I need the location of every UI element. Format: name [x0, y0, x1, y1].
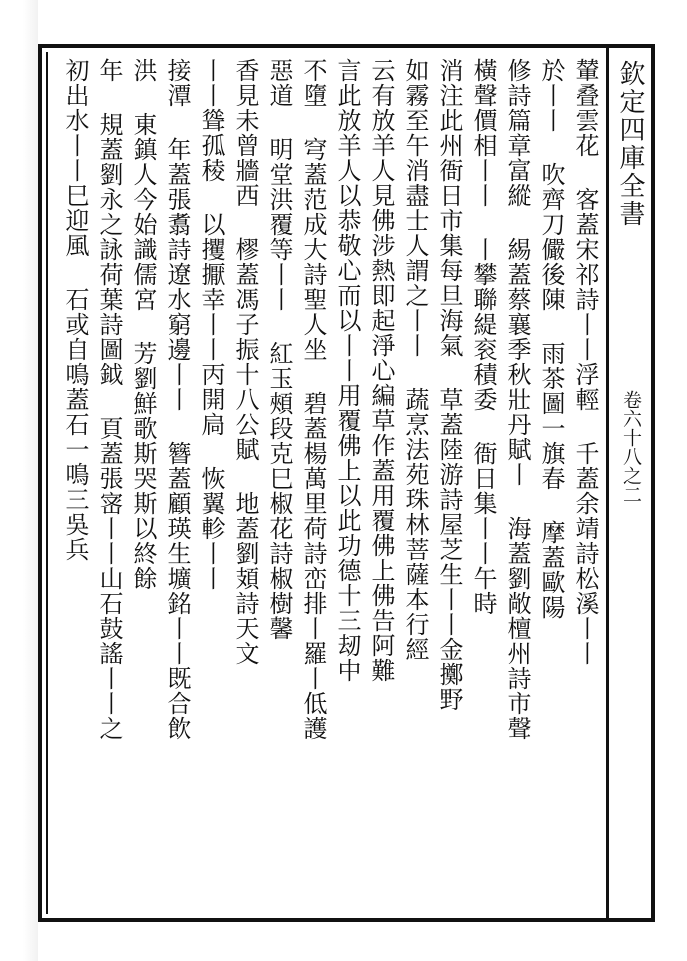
book-title: 欽定四庫全書	[615, 60, 645, 228]
column-text: 年 規蓋劉永之詠荷葉詩圖鉞 頁蓋張宻丨丨山石鼓謠丨丨之	[95, 58, 123, 741]
text-column	[434, 58, 466, 908]
text-column	[570, 58, 602, 908]
column-text: 言此放羊人以恭敬心而以丨丨用覆佛上以此功德十三刼中	[333, 58, 361, 683]
column-text: 不墮 穹蓋范成大詩聖人坐 碧蓋楊萬里荷詩峦排丨羅丨低護	[299, 58, 327, 741]
text-column	[94, 58, 126, 908]
text-column	[162, 58, 194, 908]
column-text: 惡道 明堂洪覆等丨丨 紅玉頰段克巳椒花詩椒樹馨	[265, 58, 293, 641]
text-column	[128, 58, 160, 908]
page-header	[612, 60, 648, 504]
text-column	[264, 58, 296, 908]
column-text: 如霧至午消盡士人謂之丨丨 蔬烹法苑珠林菩薩本行經	[401, 58, 429, 662]
column-text: 輦叠雲花 客蓋宋祁詩丨丨浮輕 千蓋余靖詩松溪丨丨	[571, 58, 599, 666]
header-divider	[606, 44, 609, 922]
column-text: 接潭 年蓋張翥詩遼水窮邊丨丨 簪蓋顧瑛生壙銘丨丨既合飲	[163, 58, 191, 741]
text-column	[536, 58, 568, 908]
inner-border-line	[46, 52, 48, 914]
volume-label: 卷六十八之二	[620, 390, 642, 504]
text-column	[400, 58, 432, 908]
text-column	[366, 58, 398, 908]
column-text: 修詩篇章富縱 緆蓋蔡襄季秋壯丹賦丨 海蓋劉敞檀州詩市聲	[503, 58, 531, 741]
text-column	[298, 58, 330, 908]
column-text: 消注此州衙日市集每旦海氣 草蓋陸游詩屋芝生丨丨金擲野	[435, 58, 463, 712]
column-text: 香見未曾牆西 樛蓋馮子振十八公賦 地蓋劉頍詩天文	[231, 58, 259, 666]
text-column	[230, 58, 262, 908]
text-column	[468, 58, 500, 908]
column-text: 丨丨聳孤稜 以攫擫幸丨丨丙開扃 恢翼軫丨丨	[197, 58, 225, 591]
page-gutter	[0, 0, 38, 961]
column-text: 橫聲價相丨丨 丨攀聯緹衮積委 衙日集丨丨午時	[469, 58, 497, 616]
text-column	[502, 58, 534, 908]
text-column	[196, 58, 228, 908]
text-column	[60, 58, 92, 908]
column-text: 洪 東鎮人今始識儒宮 芳劉鮮歌斯哭斯以終餘	[129, 58, 157, 591]
text-column	[332, 58, 364, 908]
column-text: 云有放羊人見佛涉熱即起淨心編草作蓋用覆佛上佛告阿難	[367, 58, 395, 683]
column-text: 於丨丨 吹齊刀儼後陳 雨茶圖一旗春 摩蓋歐陽	[537, 58, 565, 620]
column-text: 初出水丨丨巳迎風 石或自鳴蓋石一鳴三吳兵	[61, 58, 89, 562]
